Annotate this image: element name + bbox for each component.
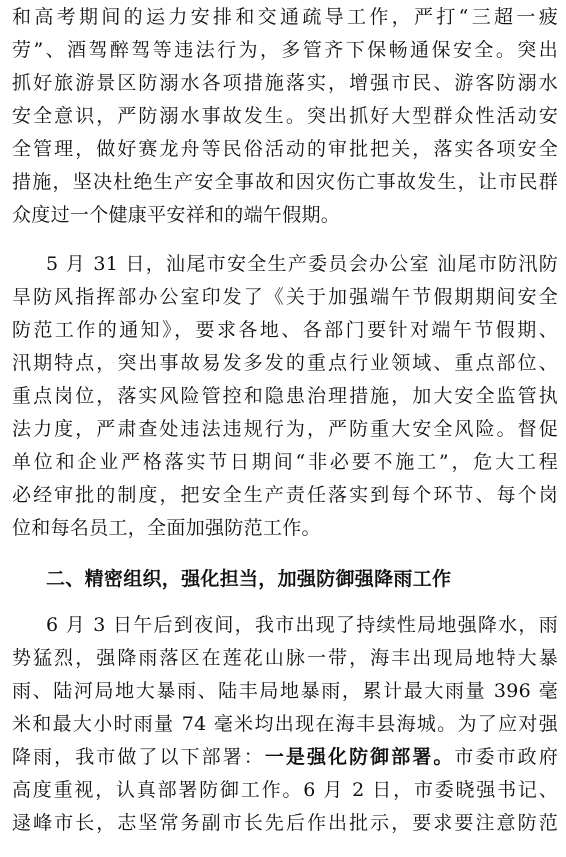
paragraph-1-line: 众度过一个健康平安祥和的端午假期。 xyxy=(12,204,341,226)
paragraph-3-line-prefix: 降雨，我市做了以下部署： xyxy=(12,746,265,768)
paragraph-2-line: 防范工作的通知》，要求各地、各部门要针对端午节假期、 xyxy=(12,319,558,341)
paragraph-1-line: 抓好旅游景区防溺水各项措施落实，增强市民、游客防溺水 xyxy=(12,72,558,94)
paragraph-2-line: 法力度，严肃查处违法违规行为，严防重大安全风险。督促 xyxy=(12,418,558,440)
paragraph-1-line: 劳”、酒驾醉驾等违法行为，多管齐下保畅通保安全。突出 xyxy=(12,39,558,61)
paragraph-1-line: 和高考期间的运力安排和交通疏导工作，严打“三超一疲 xyxy=(12,6,558,28)
paragraph-2-line: 单位和企业严格落实节日期间“非必要不施工”，危大工程 xyxy=(12,451,558,473)
paragraph-3-line: 6 月 3 日午后到夜间，我市出现了持续性局地强降水，雨 xyxy=(46,614,558,636)
paragraph-2-line: 重点岗位，落实风险管控和隐患治理措施，加大安全监管执 xyxy=(12,385,558,407)
paragraph-3-line xyxy=(12,744,558,770)
paragraph-1-line: 措施，坚决杜绝生产安全事故和因灾伤亡事故发生，让市民群 xyxy=(12,171,558,193)
paragraph-3-line: 高度重视，认真部署防御工作。6 月 2 日，市委晓强书记、 xyxy=(12,779,558,801)
paragraph-3-line: 势猛烈，强降雨落区在莲花山脉一带，海丰出现局地特大暴 xyxy=(12,647,558,669)
paragraph-2-line: 旱防风指挥部办公室印发了《关于加强端午节假期期间安全 xyxy=(12,286,558,308)
section-heading: 二、精密组织，强化担当，加强防御强降雨工作 xyxy=(46,568,452,590)
paragraph-1-line: 全管理，做好赛龙舟等民俗活动的审批把关，落实各项安全 xyxy=(12,138,558,160)
paragraph-3-line-suffix: 市委市政府 xyxy=(454,746,558,768)
paragraph-3-line: 雨、陆河局地大暴雨、陆丰局地暴雨，累计最大雨量 396 毫 xyxy=(12,680,558,702)
paragraph-1-line: 安全意识，严防溺水事故发生。突出抓好大型群众性活动安 xyxy=(12,105,558,127)
paragraph-3-line: 逯峰市长，志坚常务副市长先后作出批示，要求要注意防范 xyxy=(12,812,558,834)
paragraph-3-line: 米和最大小时雨量 74 毫米均出现在海丰县海城。为了应对强 xyxy=(12,713,558,735)
paragraph-2-line: 汛期特点，突出事故易发多发的重点行业领域、重点部位、 xyxy=(12,352,558,374)
paragraph-2-line: 5 月 31 日，汕尾市安全生产委员会办公室 汕尾市防汛防 xyxy=(46,253,558,275)
paragraph-2-line: 必经审批的制度，把安全生产责任落实到每个环节、每个岗 xyxy=(12,484,558,506)
paragraph-2-line: 位和每名员工，全面加强防范工作。 xyxy=(12,517,321,539)
bold-emphasis: 一是强化防御部署。 xyxy=(264,746,455,768)
